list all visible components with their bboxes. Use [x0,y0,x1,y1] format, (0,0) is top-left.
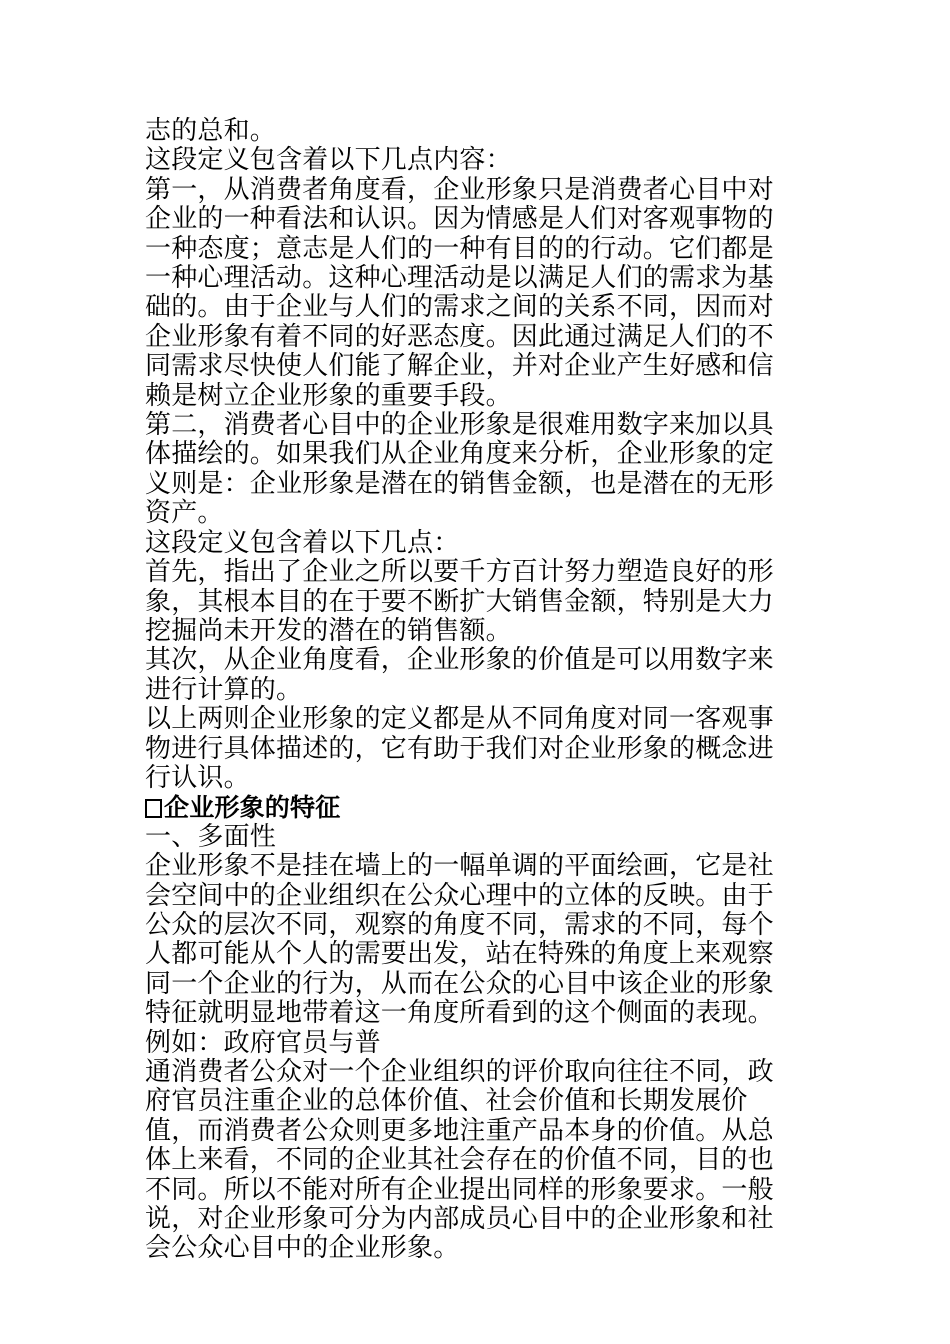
section-heading-text: 企业形象的特征 [164,793,341,823]
paragraph-firstly: 首先，指出了企业之所以要千方百计努力塑造良好的形象，其根本目的在于要不断扩大销售金额，特别是大力挖掘尚未开发的潜在的销售额。 [145,557,774,646]
document-body [145,117,790,1264]
paragraph-public-evaluation: 通消费者公众对一个企业组织的评价取向往往不同，政府官员注重企业的总体价值、社会价值和长期发展价值，而消费者公众则更多地注重产品本身的价值。从总体上来看，不同的企业其社会存在的价值不同，目的也不同。所以不能对所有企业提出同样的形象要求。一般说，对企业形象可分为内部成员心目中的企业形象和社会公众心目中的企业形象。 [145,1057,774,1264]
paragraph-multifaceted-body: 企业形象不是挂在墙上的一幅单调的平面绘画，它是社会空间中的企业组织在公众心理中的立体的反映。由于公众的层次不同，观察的角度不同，需求的不同，每个人都可能从个人的需要出发，站在特殊的角度上来观察同一个企业的行为，从而在公众的心目中该企业的形象特征就明显地带着这一角度所看到的这个侧面的表现。例如：政府官员与普 [145,851,774,1058]
checkbox-square-icon [145,799,162,818]
paragraph-definition-intro: 这段定义包含着以下几点内容： [145,145,512,176]
paragraph-definition-points: 这段定义包含着以下几点： [145,527,460,558]
paragraph-continuation: 志的总和。 [145,116,277,146]
paragraph-first-point: 第一，从消费者角度看，企业形象只是消费者心目中对企业的一种看法和认识。因为情感是人们对客观事物的一种态度；意志是人们的一种有目的的行动。它们都是一种心理活动。这种心理活动是以满足人们的需求为基础的。由于企业与人们的需求之间的关系不同，因而对企业形象有着不同的好恶态度。因此通过满足人们的不同需求尽快使人们能了解企业，并对企业产生好感和信赖是树立企业形象的重要手段。 [145,174,774,411]
paragraph-secondly: 其次，从企业角度看，企业形象的价值是可以用数字来进行计算的。 [145,645,774,705]
subheading-multifaceted: 一、多面性 [145,821,277,852]
paragraph-summary: 以上两则企业形象的定义都是从不同角度对同一客观事物进行具体描述的，它有助于我们对企业形象的概念进行认识。 [145,704,774,793]
section-heading [145,793,790,822]
paragraph-second-point: 第二，消费者心目中的企业形象是很难用数字来加以具体描绘的。如果我们从企业角度来分析，企业形象的定义则是：企业形象是潜在的销售金额，也是潜在的无形资产。 [145,410,774,529]
